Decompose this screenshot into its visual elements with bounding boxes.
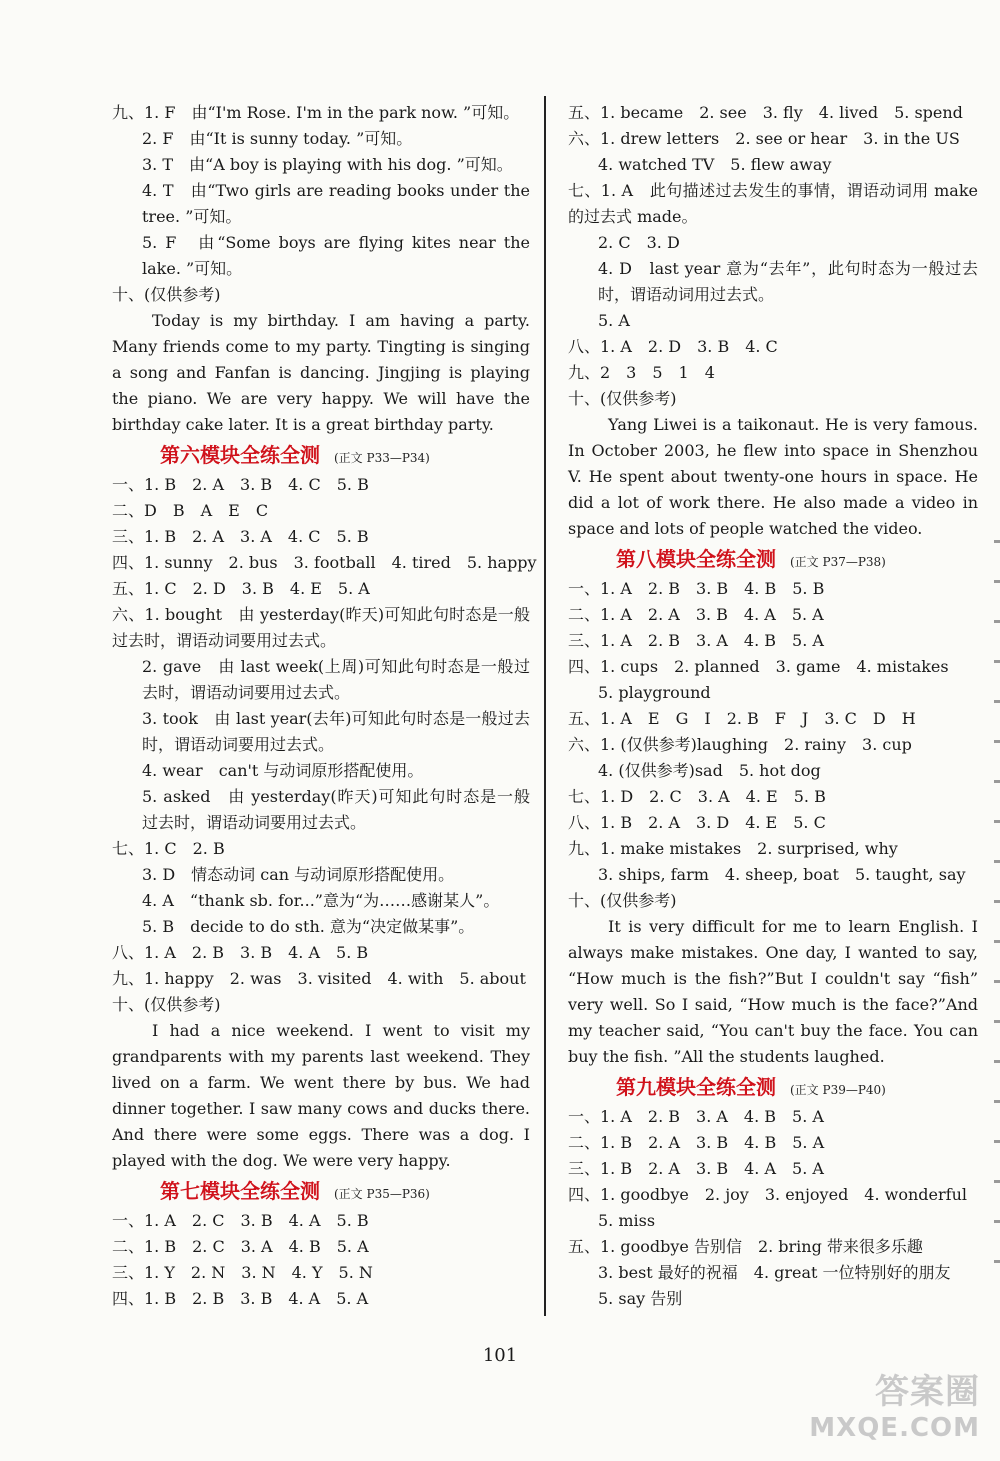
answer-line: 六、1. drew letters 2. see or hear 3. in the US <box>568 129 960 148</box>
section-page-ref: (正文 P35—P36) <box>334 1187 430 1201</box>
answer-line: 四、1. cups 2. planned 3. game 4. mistakes <box>568 657 949 676</box>
answer-line: 四、1. sunny 2. bus 3. football 4. tired 5. happy <box>112 553 537 572</box>
answer-line: 五、1. A E G I 2. B F J 3. C D H <box>568 709 916 728</box>
section-page-ref: (正文 P37—P38) <box>790 555 886 569</box>
section-page-ref: (正文 P33—P34) <box>334 451 430 465</box>
answer-line: 四、1. B 2. B 3. B 4. A 5. A <box>112 1289 369 1308</box>
answer-line: 八、1. A 2. B 3. B 4. A 5. B <box>112 943 369 962</box>
answer-line: 五、1. C 2. D 3. B 4. E 5. A <box>112 579 370 598</box>
watermark-line1: 答案圈 <box>875 1372 980 1412</box>
answer-line: 七、1. D 2. C 3. A 4. E 5. B <box>568 787 826 806</box>
answer-line: 4. watched TV 5. flew away <box>598 155 832 174</box>
answer-line: 八、1. B 2. A 3. D 4. E 5. C <box>568 813 826 832</box>
section-title: 第六模块全练全测 <box>160 443 320 467</box>
answer-line: 3. D 情态动词 can 与动词原形搭配使用。 <box>142 865 455 884</box>
answer-line: 一、1. A 2. B 3. B 4. B 5. B <box>568 579 825 598</box>
section-title: 第九模块全练全测 <box>616 1075 776 1099</box>
section-heading <box>112 438 530 472</box>
answer-line: 九、1. happy 2. was 3. visited 4. with 5. about <box>112 969 526 988</box>
answer-line: 2. F 由“It is sunny today. ”可知。 <box>142 129 413 148</box>
answer-line: 一、1. A 2. B 3. A 4. B 5. A <box>568 1107 824 1126</box>
answer-line: 5. A <box>598 311 630 330</box>
answer-paragraph: 3. took 由 last year(去年)可知此句时态是一般过去时，谓语动词要用过去式。 <box>142 709 530 754</box>
answer-line: 十、(仅供参考) <box>112 995 221 1014</box>
answer-line: 3. best 最好的祝福 4. great 一位特别好的朋友 <box>598 1263 951 1282</box>
section-title: 第七模块全练全测 <box>160 1179 320 1203</box>
answer-paragraph: 5. F 由“Some boys are flying kites near the lake. ”可知。 <box>142 233 530 278</box>
answer-line: 4. A “thank sb. for...”意为“为……感谢某人”。 <box>142 891 500 910</box>
page-edge-decoration <box>994 540 1000 1300</box>
section-heading <box>112 1174 530 1208</box>
answer-line: 四、1. goodbye 2. joy 3. enjoyed 4. wonderful <box>568 1185 967 1204</box>
left-column <box>112 100 537 1312</box>
answer-line: 5. miss <box>598 1211 656 1230</box>
answer-line: 三、1. B 2. A 3. A 4. C 5. B <box>112 527 369 546</box>
answer-line: 十、(仅供参考) <box>568 389 677 408</box>
answer-line: 二、1. A 2. A 3. B 4. A 5. A <box>568 605 824 624</box>
answer-paragraph: 七、1. A 此句描述过去发生的事情，谓语动词用 make 的过去式 made。 <box>568 181 978 226</box>
answer-line: 三、1. A 2. B 3. A 4. B 5. A <box>568 631 824 650</box>
answer-line: 三、1. B 2. A 3. B 4. A 5. A <box>568 1159 824 1178</box>
answer-line: 二、1. B 2. C 3. A 4. B 5. A <box>112 1237 369 1256</box>
answer-line: 五、1. became 2. see 3. fly 4. lived 5. spend <box>568 103 963 122</box>
answer-paragraph: It is very difficult for me to learn English. I always make mistakes. One day, I wanted to say, “How much is the fish?”But I couldn't say “fish” very well. So I said, “How much is the face?”And my teacher said, “You can't buy the face. You can buy the fish. ”All the students laughed. <box>568 917 978 1066</box>
answer-paragraph: Yang Liwei is a taikonaut. He is very famous. In October 2003, he flew into space in Shenzhou V. He spent about twenty-one hours in space. He did a lot of work there. He also made a video in space and lots of people watched the video. <box>568 415 978 538</box>
answer-line: 4. wear can't 与动词原形搭配使用。 <box>142 761 424 780</box>
answer-line: 二、D B A E C <box>112 501 269 520</box>
answer-line: 3. ships, farm 4. sheep, boat 5. taught, say <box>598 865 966 884</box>
page-number: 101 <box>482 1345 518 1366</box>
answer-line: 十、(仅供参考) <box>568 891 677 910</box>
answer-line: 九、2 3 5 1 4 <box>568 363 715 382</box>
answer-line: 十、(仅供参考) <box>112 285 221 304</box>
answer-line: 三、1. Y 2. N 3. N 4. Y 5. N <box>112 1263 373 1282</box>
section-page-ref: (正文 P39—P40) <box>790 1083 886 1097</box>
section-heading <box>568 1070 978 1104</box>
answer-line: 九、1. make mistakes 2. surprised, why <box>568 839 898 858</box>
answer-line: 二、1. B 2. A 3. B 4. B 5. A <box>568 1133 825 1152</box>
answer-line: 六、1. (仅供参考)laughing 2. rainy 3. cup <box>568 735 912 754</box>
answer-line: 5. B decide to do sth. 意为“决定做某事”。 <box>142 917 475 936</box>
answer-paragraph: 4. T 由“Two girls are reading books under the tree. ”可知。 <box>142 181 530 226</box>
watermark <box>809 1364 980 1443</box>
answer-line: 九、1. F 由“I'm Rose. I'm in the park now. ”可知。 <box>112 103 520 122</box>
answer-line: 4. (仅供参考)sad 5. hot dog <box>598 761 821 780</box>
answer-paragraph: 5. asked 由 yesterday(昨天)可知此句时态是一般过去时，谓语动词要用过去式。 <box>142 787 530 832</box>
answer-line: 5. playground <box>598 683 711 702</box>
answer-paragraph: 六、1. bought 由 yesterday(昨天)可知此句时态是一般过去时，谓语动词要用过去式。 <box>112 605 530 650</box>
answer-paragraph: 2. gave 由 last week(上周)可知此句时态是一般过去时，谓语动词要用过去式。 <box>142 657 530 702</box>
column-divider <box>544 96 546 1316</box>
answer-line: 一、1. A 2. C 3. B 4. A 5. B <box>112 1211 369 1230</box>
answer-line: 八、1. A 2. D 3. B 4. C <box>568 337 778 356</box>
answer-paragraph: I had a nice weekend. I went to visit my grandparents with my parents last weekend. They lived on a farm. We went there by bus. We had dinner together. I saw many cows and ducks there. And there were some eggs. There was a dog. I played with the dog. We were very happy. <box>112 1021 530 1170</box>
right-column <box>568 100 978 1312</box>
answer-line: 一、1. B 2. A 3. B 4. C 5. B <box>112 475 369 494</box>
section-title: 第八模块全练全测 <box>616 547 776 571</box>
section-heading <box>568 542 978 576</box>
answer-paragraph: Today is my birthday. I am having a party. Many friends come to my party. Tingting is singing a song and Fanfan is dancing. Jingjing is playing the piano. We are very happy. We will have the birthday cake later. It is a great birthday party. <box>112 311 530 434</box>
answer-line: 5. say 告别 <box>598 1289 683 1308</box>
answer-paragraph: 4. D last year 意为“去年”，此句时态为一般过去时，谓语动词用过去式。 <box>598 259 978 304</box>
answer-line: 3. T 由“A boy is playing with his dog. ”可知。 <box>142 155 513 174</box>
watermark-line2: MXQE.COM <box>809 1413 980 1443</box>
answer-line: 七、1. C 2. B <box>112 839 225 858</box>
answer-line: 2. C 3. D <box>598 233 680 252</box>
answer-line: 五、1. goodbye 告别信 2. bring 带来很多乐趣 <box>568 1237 923 1256</box>
